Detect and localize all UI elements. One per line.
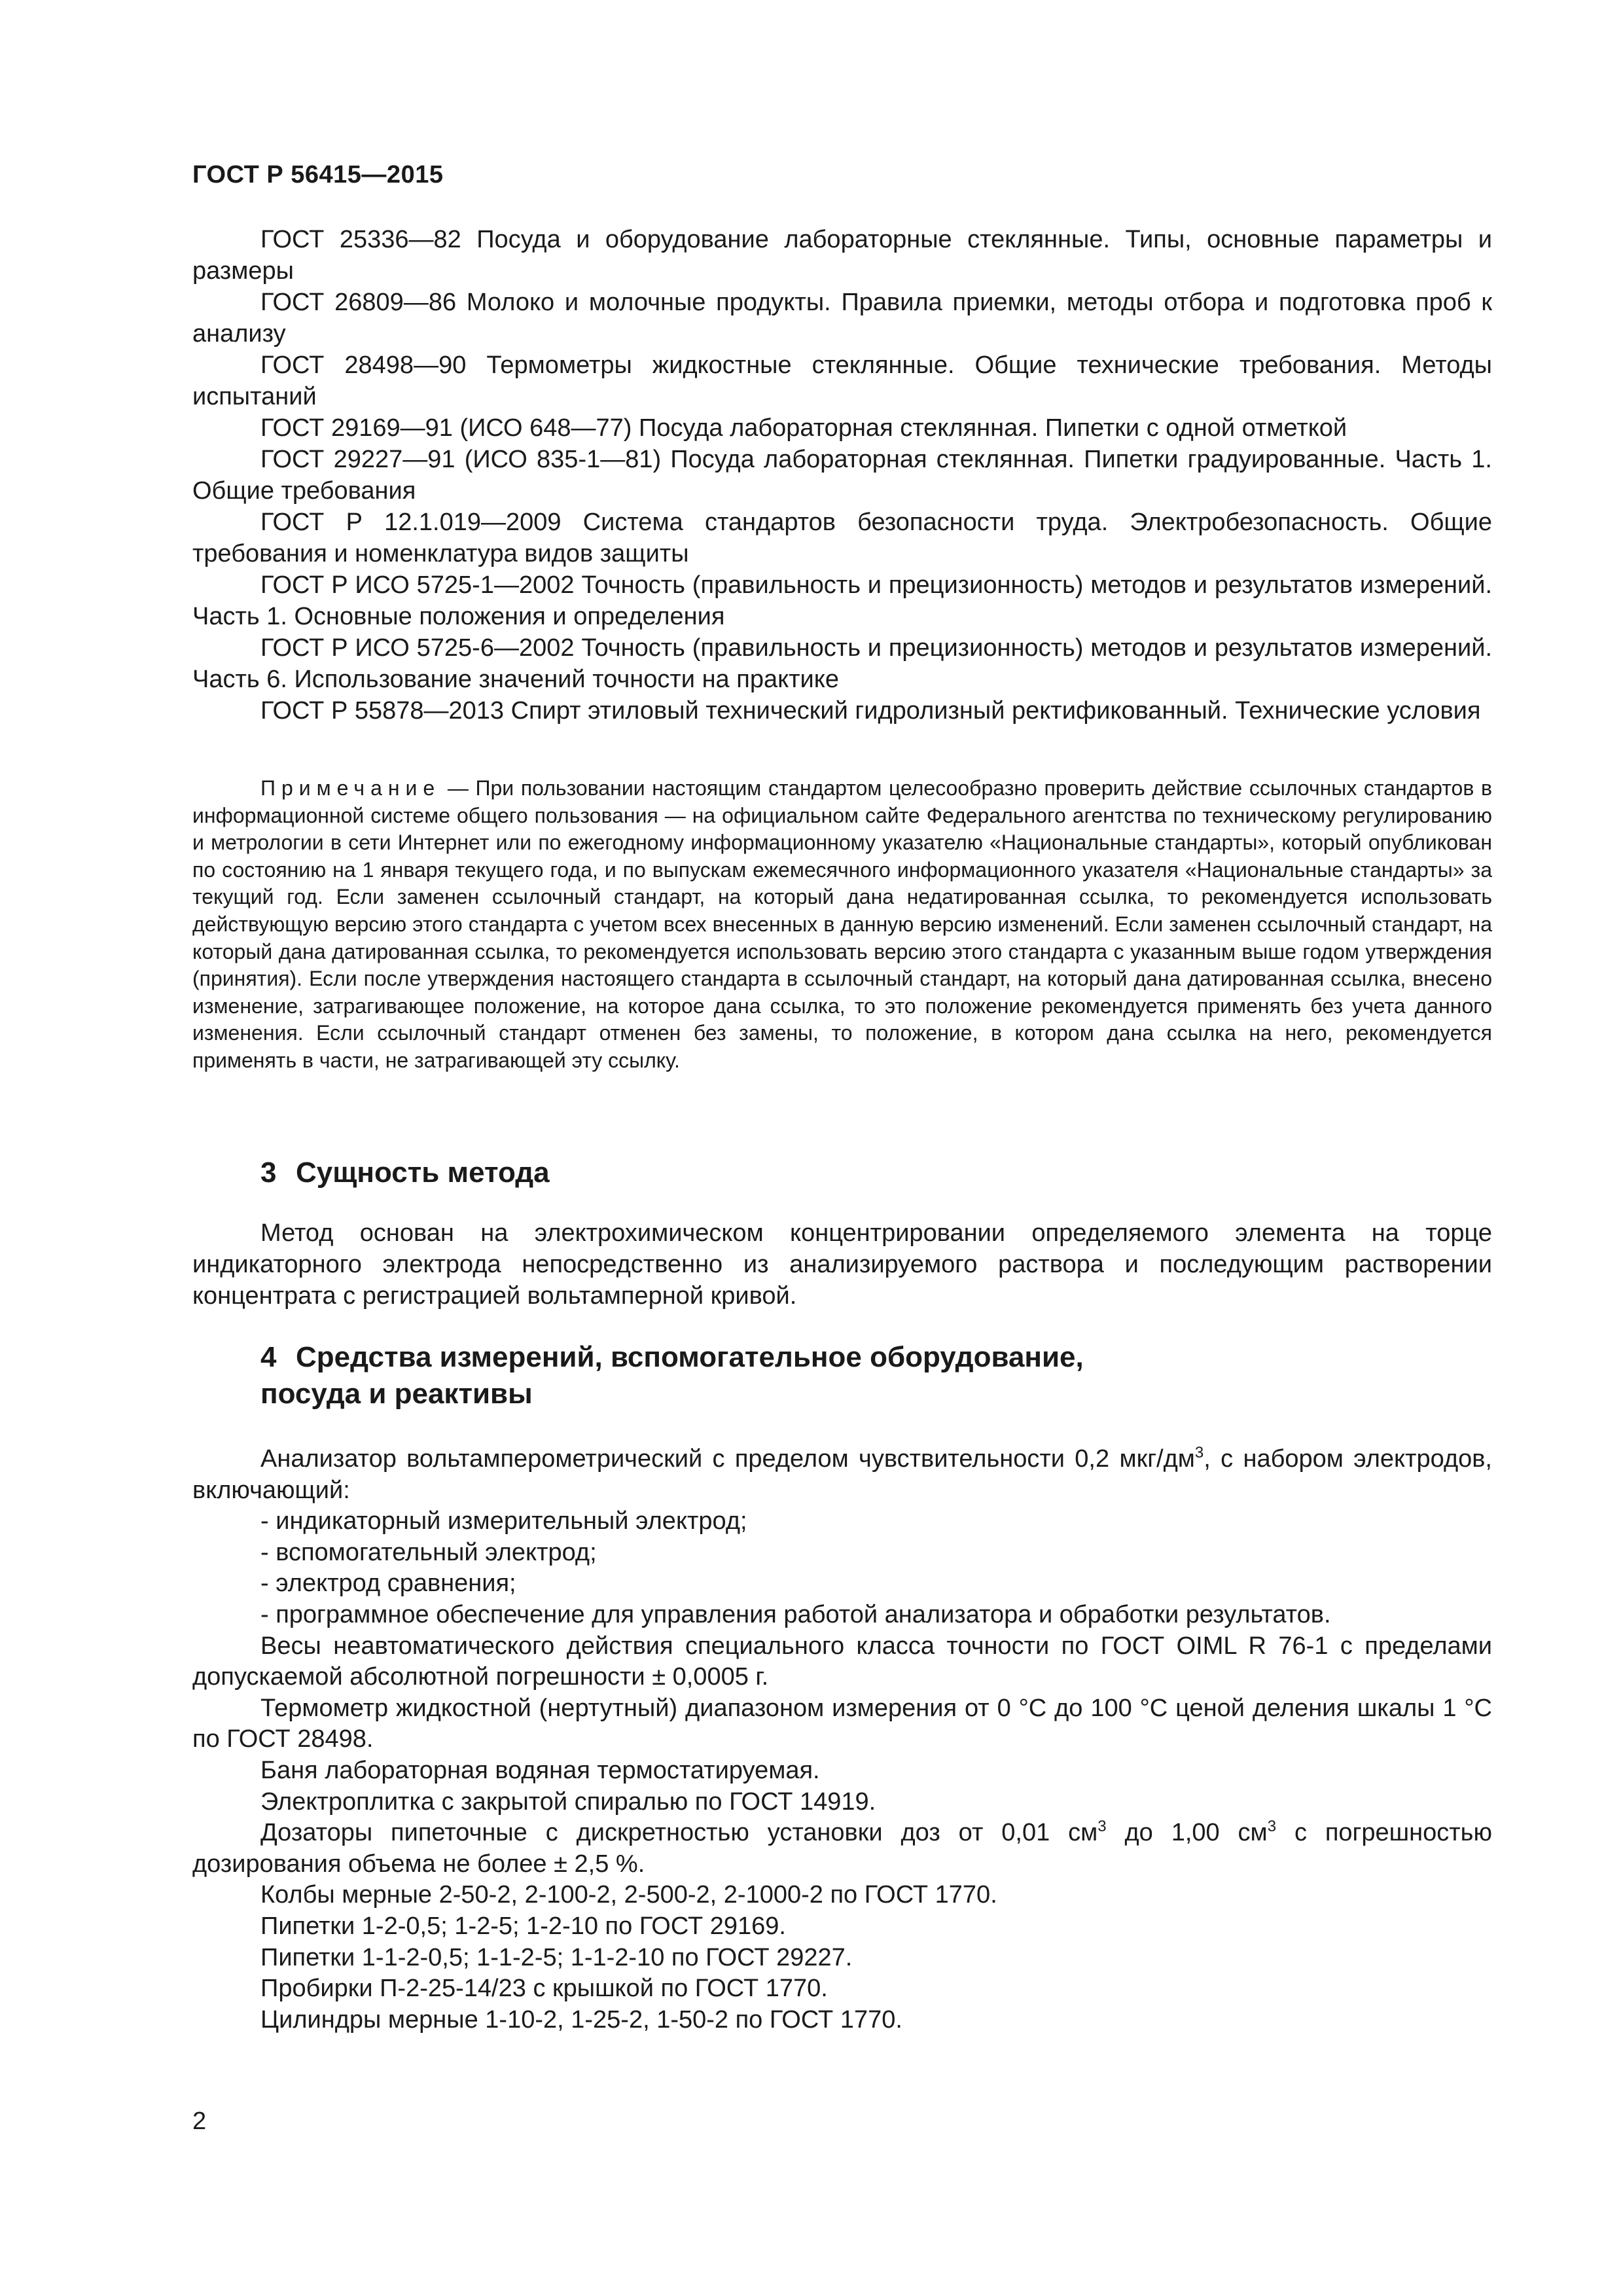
reference-item: ГОСТ Р ИСО 5725-6—2002 Точность (правильность и прецизионность) методов и результатов измерений. Часть 6. Использование значений точности на практике bbox=[192, 634, 1492, 693]
dosers-text-2: до 1,00 см bbox=[1106, 1819, 1268, 1847]
list-item: - программное обеспечение для управления работой анализатора и обработки результатов. bbox=[260, 1600, 1331, 1628]
section-3-body bbox=[192, 1217, 1492, 1312]
analyzer-superscript: 3 bbox=[1194, 1444, 1204, 1462]
dosers-superscript-2: 3 bbox=[1267, 1818, 1277, 1836]
reference-item: ГОСТ Р 12.1.019—2009 Система стандартов безопасности труда. Электробезопасность. Общие требования и номенклатура видов защиты bbox=[192, 509, 1492, 567]
flasks-paragraph: Колбы мерные 2-50-2, 2-100-2, 2-500-2, 2-1000-2 по ГОСТ 1770. bbox=[260, 1881, 997, 1909]
cylinders-paragraph: Цилиндры мерные 1-10-2, 1-25-2, 1-50-2 по ГОСТ 1770. bbox=[260, 2005, 902, 2034]
bath-paragraph: Баня лабораторная водяная термостатируемая. bbox=[260, 1756, 820, 1784]
list-item: - индикаторный измерительный электрод; bbox=[260, 1507, 747, 1535]
note-label: Примечание bbox=[260, 776, 441, 800]
references-note bbox=[192, 775, 1492, 1075]
section-4-heading bbox=[260, 1339, 1491, 1412]
scales-paragraph: Весы неавтоматического действия специального класса точности по ГОСТ OIML R 76-1 с пределами допускаемой абсолютной погрешности ± 0,0005 г. bbox=[192, 1632, 1492, 1691]
page-number: 2 bbox=[192, 2108, 207, 2135]
analyzer-text-post: , с набором электродов, включающий: bbox=[192, 1445, 1492, 1504]
analyzer-text-pre: Анализатор вольтамперометрический с пределом чувствительности 0,2 мкг/дм bbox=[260, 1445, 1195, 1473]
reference-item: ГОСТ 29227—91 (ИСО 835-1—81) Посуда лабораторная стеклянная. Пипетки градуированные. Часть 1. Общие требования bbox=[192, 446, 1492, 505]
document-header-code: ГОСТ Р 56415—2015 bbox=[192, 161, 444, 188]
reference-item: ГОСТ 26809—86 Молоко и молочные продукты. Правила приемки, методы отбора и подготовка проб к анализу bbox=[192, 289, 1492, 348]
section-4-body bbox=[192, 1444, 1492, 2036]
analyzer-paragraph bbox=[192, 1444, 1492, 1506]
section-3-number: 3 bbox=[260, 1157, 277, 1189]
reference-item: ГОСТ 29169—91 (ИСО 648—77) Посуда лабораторная стеклянная. Пипетки с одной отметкой bbox=[260, 414, 1347, 442]
pipettes-2-paragraph: Пипетки 1-1-2-0,5; 1-1-2-5; 1-1-2-10 по ГОСТ 29227. bbox=[260, 1943, 853, 1971]
thermometer-paragraph: Термометр жидкостной (нертутный) диапазоном измерения от 0 °С до 100 °С ценой деления шкалы 1 °С по ГОСТ 28498. bbox=[192, 1694, 1492, 1753]
dosers-text-3: с погрешностью дозирования объема не более ± 2,5 %. bbox=[192, 1819, 1492, 1878]
section-3-title: Сущность метода bbox=[296, 1157, 550, 1189]
pipettes-1-paragraph: Пипетки 1-2-0,5; 1-2-5; 1-2-10 по ГОСТ 29169. bbox=[260, 1912, 786, 1940]
list-item: - электрод сравнения; bbox=[260, 1570, 516, 1598]
section-3-text: Метод основан на электрохимическом концентрировании определяемого элемента на торце индикаторного электрода непосредственно из анализируемого раствора и последующим растворении концентрата с регистрацией вольтамперной кривой. bbox=[192, 1219, 1492, 1310]
normative-references-list bbox=[192, 224, 1492, 726]
reference-item: ГОСТ 28498—90 Термометры жидкостные стеклянные. Общие технические требования. Методы испытаний bbox=[192, 351, 1492, 410]
note-text: — При пользовании настоящим стандартом целесообразно проверить действие ссылочных стандартов в информационной системе общего пользования — на официальном сайте Федерального агентства по техническому регулированию и метрологии в сети Интернет или по ежегодному информационному указателю «Национальные стандарты», который опубликован по состоянию на 1 января текущего года, и по выпускам ежемесячного информационного указателя «Национальные стандарты» за текущий год. Если заменен ссылочный стандарт, на который дана недатированная ссылка, то рекомендуется использовать действующую версию этого стандарта с учетом всех внесенных в данную версию изменений. Если заменен ссылочный стандарт, на который дана датированная ссылка, то рекомендуется использовать версию этого стандарта с указанным выше годом утверждения (принятия). Если после утверждения настоящего стандарта в ссылочный стандарт, на который дана датированная ссылка, внесено изменение, затрагивающее положение, на которое дана ссылка, то это положение рекомендуется применять без учета данного изменения. Если ссылочный стандарт отменен без замены, то положение, в котором дана ссылка на него, рекомендуется применять в части, не затрагивающей эту ссылку. bbox=[192, 776, 1492, 1072]
dosers-paragraph bbox=[192, 1818, 1492, 1880]
reference-item: ГОСТ Р ИСО 5725-1—2002 Точность (правильность и прецизионность) методов и результатов измерений. Часть 1. Основные положения и определения bbox=[192, 571, 1492, 630]
list-item: - вспомогательный электрод; bbox=[260, 1538, 597, 1566]
dosers-superscript-1: 3 bbox=[1097, 1818, 1107, 1836]
section-3-heading bbox=[260, 1155, 1491, 1191]
stove-paragraph: Электроплитка с закрытой спиралью по ГОСТ 14919. bbox=[260, 1787, 876, 1816]
section-4-title-line2: посуда и реактивы bbox=[260, 1378, 533, 1410]
section-4-number: 4 bbox=[260, 1341, 277, 1373]
tubes-paragraph: Пробирки П-2-25-14/23 с крышкой по ГОСТ 1770. bbox=[260, 1975, 828, 2003]
document-page bbox=[192, 0, 1492, 2296]
section-4-title-line1: Средства измерений, вспомогательное оборудование, bbox=[296, 1341, 1084, 1373]
dosers-text-1: Дозаторы пипеточные с дискретностью установки доз от 0,01 см bbox=[260, 1819, 1098, 1847]
reference-item: ГОСТ Р 55878—2013 Спирт этиловый технический гидролизный ректификованный. Технические условия bbox=[260, 697, 1481, 725]
reference-item: ГОСТ 25336—82 Посуда и оборудование лабораторные стеклянные. Типы, основные параметры и размеры bbox=[192, 226, 1492, 285]
